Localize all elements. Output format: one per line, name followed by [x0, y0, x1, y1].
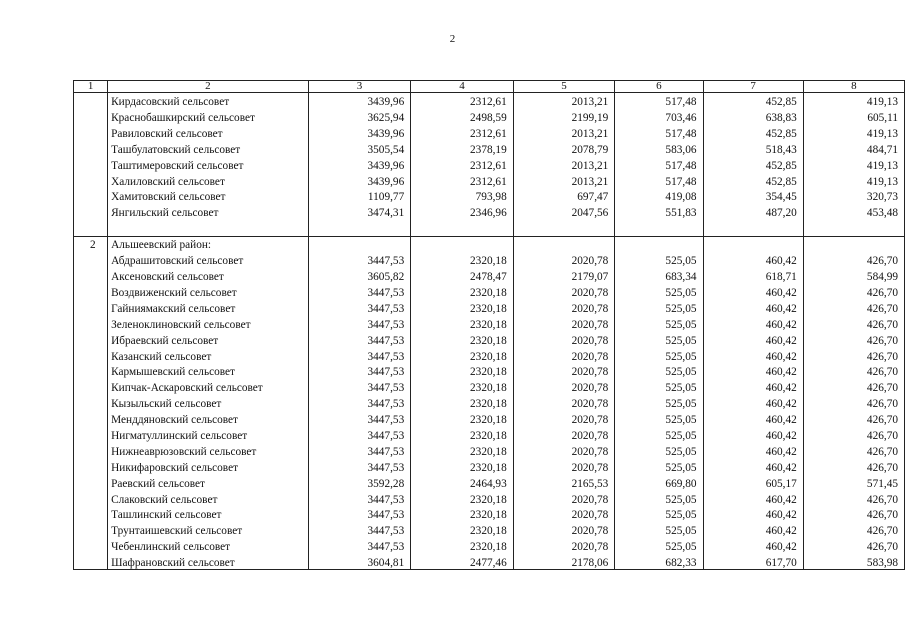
column-header: 6	[615, 81, 703, 93]
value-cell: 2320,18	[411, 299, 514, 315]
value-cell: 2312,61	[411, 93, 514, 109]
value-cell: 605,11	[803, 108, 904, 124]
empty-cell	[615, 220, 703, 237]
row-number-cell	[74, 93, 108, 109]
value-cell: 460,42	[703, 299, 803, 315]
value-cell: 460,42	[703, 395, 803, 411]
value-cell: 460,42	[703, 426, 803, 442]
value-cell: 2020,78	[513, 426, 615, 442]
value-cell: 426,70	[803, 363, 904, 379]
value-cell: 525,05	[615, 379, 703, 395]
value-cell: 460,42	[703, 315, 803, 331]
value-cell: 2464,93	[411, 474, 514, 490]
table-row	[74, 124, 905, 140]
value-cell: 419,08	[615, 188, 703, 204]
value-cell: 2020,78	[513, 252, 615, 268]
value-cell: 2020,78	[513, 363, 615, 379]
table-row	[74, 490, 905, 506]
row-number-cell	[74, 140, 108, 156]
row-number-cell	[74, 299, 108, 315]
table-row	[74, 315, 905, 331]
value-cell: 452,85	[703, 93, 803, 109]
value-cell: 426,70	[803, 522, 904, 538]
value-cell: 460,42	[703, 522, 803, 538]
table-row	[74, 252, 905, 268]
value-cell: 517,48	[615, 172, 703, 188]
row-number-cell	[74, 315, 108, 331]
value-cell: 605,17	[703, 474, 803, 490]
row-number-cell	[74, 554, 108, 570]
empty-cell	[74, 220, 108, 237]
empty-cell	[803, 237, 904, 252]
row-number-cell	[74, 522, 108, 538]
settlement-name: Раевский сельсовет	[108, 474, 309, 490]
value-cell: 419,13	[803, 124, 904, 140]
table-body	[74, 81, 905, 570]
value-cell: 2320,18	[411, 506, 514, 522]
value-cell: 2179,07	[513, 268, 615, 284]
value-cell: 2320,18	[411, 522, 514, 538]
value-cell: 617,70	[703, 554, 803, 570]
table-row	[74, 506, 905, 522]
value-cell: 3447,53	[308, 458, 411, 474]
table-row	[74, 538, 905, 554]
value-cell: 703,46	[615, 108, 703, 124]
value-cell: 683,34	[615, 268, 703, 284]
district-title: Альшеевский район:	[108, 237, 309, 252]
empty-cell	[803, 220, 904, 237]
settlement-name: Нигматуллинский сельсовет	[108, 426, 309, 442]
value-cell: 525,05	[615, 442, 703, 458]
value-cell: 3439,96	[308, 124, 411, 140]
table-row	[74, 331, 905, 347]
value-cell: 2498,59	[411, 108, 514, 124]
value-cell: 3604,81	[308, 554, 411, 570]
value-cell: 583,98	[803, 554, 904, 570]
value-cell: 354,45	[703, 188, 803, 204]
value-cell: 2312,61	[411, 156, 514, 172]
value-cell: 3447,53	[308, 283, 411, 299]
value-cell: 460,42	[703, 252, 803, 268]
value-cell: 2020,78	[513, 283, 615, 299]
value-cell: 2020,78	[513, 538, 615, 554]
value-cell: 2013,21	[513, 156, 615, 172]
value-cell: 2477,46	[411, 554, 514, 570]
value-cell: 452,85	[703, 124, 803, 140]
value-cell: 3447,53	[308, 347, 411, 363]
row-number-cell	[74, 188, 108, 204]
row-number-cell	[74, 172, 108, 188]
district-title-row	[74, 237, 905, 252]
settlement-name: Ташбулатовский сельсовет	[108, 140, 309, 156]
value-cell: 2013,21	[513, 93, 615, 109]
value-cell: 426,70	[803, 299, 904, 315]
table-row	[74, 554, 905, 570]
value-cell: 793,98	[411, 188, 514, 204]
row-number-cell	[74, 108, 108, 124]
value-cell: 460,42	[703, 363, 803, 379]
value-cell: 682,33	[615, 554, 703, 570]
row-number-cell	[74, 411, 108, 427]
settlement-name: Янгильский сельсовет	[108, 204, 309, 220]
table-row	[74, 347, 905, 363]
value-cell: 2020,78	[513, 506, 615, 522]
value-cell: 3439,96	[308, 93, 411, 109]
value-cell: 518,43	[703, 140, 803, 156]
value-cell: 3447,53	[308, 538, 411, 554]
settlement-name: Кармышевский сельсовет	[108, 363, 309, 379]
value-cell: 3447,53	[308, 426, 411, 442]
value-cell: 2478,47	[411, 268, 514, 284]
value-cell: 320,73	[803, 188, 904, 204]
table-row	[74, 299, 905, 315]
value-cell: 2020,78	[513, 315, 615, 331]
value-cell: 426,70	[803, 379, 904, 395]
value-cell: 2320,18	[411, 442, 514, 458]
table-row	[74, 522, 905, 538]
value-cell: 2320,18	[411, 283, 514, 299]
settlement-name: Ташлинский сельсовет	[108, 506, 309, 522]
value-cell: 3439,96	[308, 172, 411, 188]
value-cell: 551,83	[615, 204, 703, 220]
page-number: 2	[449, 33, 456, 45]
value-cell: 517,48	[615, 93, 703, 109]
value-cell: 3447,53	[308, 506, 411, 522]
value-cell: 453,48	[803, 204, 904, 220]
row-number-cell	[74, 458, 108, 474]
value-cell: 426,70	[803, 347, 904, 363]
row-number-cell	[74, 379, 108, 395]
settlement-name: Шафрановский сельсовет	[108, 554, 309, 570]
value-cell: 638,83	[703, 108, 803, 124]
data-table	[73, 80, 905, 570]
value-cell: 460,42	[703, 442, 803, 458]
value-cell: 2020,78	[513, 395, 615, 411]
value-cell: 618,71	[703, 268, 803, 284]
value-cell: 3447,53	[308, 363, 411, 379]
value-cell: 2378,19	[411, 140, 514, 156]
value-cell: 2312,61	[411, 124, 514, 140]
table-row	[74, 108, 905, 124]
value-cell: 2320,18	[411, 315, 514, 331]
empty-cell	[615, 237, 703, 252]
value-cell: 525,05	[615, 395, 703, 411]
column-header: 2	[108, 81, 309, 93]
value-cell: 2320,18	[411, 347, 514, 363]
value-cell: 525,05	[615, 538, 703, 554]
value-cell: 2320,18	[411, 363, 514, 379]
empty-cell	[703, 220, 803, 237]
settlement-name: Хамитовский сельсовет	[108, 188, 309, 204]
value-cell: 3625,94	[308, 108, 411, 124]
value-cell: 426,70	[803, 395, 904, 411]
value-cell: 426,70	[803, 252, 904, 268]
table-row	[74, 172, 905, 188]
value-cell: 460,42	[703, 490, 803, 506]
table-row	[74, 395, 905, 411]
empty-cell	[308, 237, 411, 252]
value-cell: 584,99	[803, 268, 904, 284]
value-cell: 2320,18	[411, 379, 514, 395]
district-number: 2	[74, 237, 108, 252]
table-row	[74, 156, 905, 172]
value-cell: 525,05	[615, 283, 703, 299]
table-row	[74, 268, 905, 284]
value-cell: 484,71	[803, 140, 904, 156]
value-cell: 525,05	[615, 458, 703, 474]
settlement-name: Зеленоклиновский сельсовет	[108, 315, 309, 331]
value-cell: 3447,53	[308, 331, 411, 347]
value-cell: 525,05	[615, 331, 703, 347]
value-cell: 525,05	[615, 411, 703, 427]
value-cell: 419,13	[803, 156, 904, 172]
settlement-name: Казанский сельсовет	[108, 347, 309, 363]
row-number-cell	[74, 283, 108, 299]
table-row	[74, 188, 905, 204]
column-header: 3	[308, 81, 411, 93]
column-header: 7	[703, 81, 803, 93]
row-number-cell	[74, 331, 108, 347]
settlement-name: Абдрашитовский сельсовет	[108, 252, 309, 268]
table-row	[74, 363, 905, 379]
empty-cell	[411, 220, 514, 237]
settlement-name: Никифаровский сельсовет	[108, 458, 309, 474]
empty-cell	[308, 220, 411, 237]
settlement-name: Халиловский сельсовет	[108, 172, 309, 188]
value-cell: 697,47	[513, 188, 615, 204]
row-number-cell	[74, 506, 108, 522]
empty-cell	[703, 237, 803, 252]
value-cell: 517,48	[615, 124, 703, 140]
value-cell: 2020,78	[513, 458, 615, 474]
value-cell: 2320,18	[411, 426, 514, 442]
value-cell: 3447,53	[308, 252, 411, 268]
value-cell: 2020,78	[513, 347, 615, 363]
value-cell: 460,42	[703, 458, 803, 474]
value-cell: 2165,53	[513, 474, 615, 490]
value-cell: 460,42	[703, 538, 803, 554]
value-cell: 426,70	[803, 283, 904, 299]
value-cell: 2020,78	[513, 490, 615, 506]
value-cell: 1109,77	[308, 188, 411, 204]
value-cell: 3447,53	[308, 522, 411, 538]
value-cell: 2020,78	[513, 442, 615, 458]
settlement-name: Кирдасовский сельсовет	[108, 93, 309, 109]
settlement-name: Кызыльский сельсовет	[108, 395, 309, 411]
value-cell: 426,70	[803, 315, 904, 331]
row-number-cell	[74, 252, 108, 268]
table-row	[74, 474, 905, 490]
value-cell: 2013,21	[513, 124, 615, 140]
value-cell: 3439,96	[308, 156, 411, 172]
value-cell: 669,80	[615, 474, 703, 490]
empty-cell	[513, 220, 615, 237]
value-cell: 2320,18	[411, 331, 514, 347]
settlement-name: Краснобашкирский сельсовет	[108, 108, 309, 124]
value-cell: 2320,18	[411, 458, 514, 474]
column-header: 8	[803, 81, 904, 93]
value-cell: 426,70	[803, 411, 904, 427]
empty-cell	[513, 237, 615, 252]
value-cell: 487,20	[703, 204, 803, 220]
value-cell: 583,06	[615, 140, 703, 156]
value-cell: 2020,78	[513, 411, 615, 427]
value-cell: 452,85	[703, 156, 803, 172]
value-cell: 460,42	[703, 506, 803, 522]
value-cell: 460,42	[703, 331, 803, 347]
settlement-name: Менддяновский сельсовет	[108, 411, 309, 427]
value-cell: 525,05	[615, 426, 703, 442]
table-row	[74, 283, 905, 299]
value-cell: 426,70	[803, 538, 904, 554]
value-cell: 2047,56	[513, 204, 615, 220]
value-cell: 419,13	[803, 93, 904, 109]
table-row	[74, 93, 905, 109]
value-cell: 460,42	[703, 347, 803, 363]
value-cell: 3605,82	[308, 268, 411, 284]
spacer-row	[74, 220, 905, 237]
value-cell: 426,70	[803, 426, 904, 442]
row-number-cell	[74, 442, 108, 458]
value-cell: 3474,31	[308, 204, 411, 220]
value-cell: 2320,18	[411, 395, 514, 411]
value-cell: 460,42	[703, 411, 803, 427]
settlement-name: Воздвиженский сельсовет	[108, 283, 309, 299]
value-cell: 3447,53	[308, 379, 411, 395]
table-row	[74, 442, 905, 458]
value-cell: 2078,79	[513, 140, 615, 156]
settlement-name: Равиловский сельсовет	[108, 124, 309, 140]
column-header: 5	[513, 81, 615, 93]
value-cell: 460,42	[703, 379, 803, 395]
settlement-name: Нижнеаврюзовский сельсовет	[108, 442, 309, 458]
settlement-name: Чебенлинский сельсовет	[108, 538, 309, 554]
value-cell: 2320,18	[411, 538, 514, 554]
value-cell: 2199,19	[513, 108, 615, 124]
value-cell: 2320,18	[411, 411, 514, 427]
value-cell: 3447,53	[308, 490, 411, 506]
value-cell: 525,05	[615, 363, 703, 379]
value-cell: 3447,53	[308, 442, 411, 458]
value-cell: 460,42	[703, 283, 803, 299]
table-row	[74, 204, 905, 220]
row-number-cell	[74, 268, 108, 284]
row-number-cell	[74, 426, 108, 442]
value-cell: 3447,53	[308, 411, 411, 427]
value-cell: 525,05	[615, 347, 703, 363]
value-cell: 525,05	[615, 506, 703, 522]
settlement-name: Трунтаишевский сельсовет	[108, 522, 309, 538]
value-cell: 525,05	[615, 522, 703, 538]
value-cell: 571,45	[803, 474, 904, 490]
value-cell: 3592,28	[308, 474, 411, 490]
table-row	[74, 140, 905, 156]
value-cell: 2020,78	[513, 522, 615, 538]
row-number-cell	[74, 538, 108, 554]
value-cell: 426,70	[803, 442, 904, 458]
row-number-cell	[74, 474, 108, 490]
column-header: 4	[411, 81, 514, 93]
value-cell: 3505,54	[308, 140, 411, 156]
empty-cell	[411, 237, 514, 252]
value-cell: 2020,78	[513, 379, 615, 395]
value-cell: 3447,53	[308, 395, 411, 411]
value-cell: 2320,18	[411, 490, 514, 506]
settlement-name: Аксеновский сельсовет	[108, 268, 309, 284]
settlement-name: Слаковский сельсовет	[108, 490, 309, 506]
value-cell: 2312,61	[411, 172, 514, 188]
settlement-name: Таштимеровский сельсовет	[108, 156, 309, 172]
value-cell: 426,70	[803, 506, 904, 522]
row-number-cell	[74, 124, 108, 140]
column-header: 1	[74, 81, 108, 93]
value-cell: 452,85	[703, 172, 803, 188]
settlement-name: Кипчак-Аскаровский сельсовет	[108, 379, 309, 395]
value-cell: 2178,06	[513, 554, 615, 570]
settlement-name: Гайниямакский сельсовет	[108, 299, 309, 315]
row-number-cell	[74, 363, 108, 379]
value-cell: 525,05	[615, 490, 703, 506]
row-number-cell	[74, 347, 108, 363]
table-row	[74, 458, 905, 474]
table-row	[74, 379, 905, 395]
value-cell: 525,05	[615, 315, 703, 331]
value-cell: 2346,96	[411, 204, 514, 220]
row-number-cell	[74, 204, 108, 220]
table-row	[74, 411, 905, 427]
value-cell: 3447,53	[308, 299, 411, 315]
value-cell: 2020,78	[513, 331, 615, 347]
value-cell: 525,05	[615, 299, 703, 315]
value-cell: 426,70	[803, 458, 904, 474]
value-cell: 517,48	[615, 156, 703, 172]
value-cell: 426,70	[803, 331, 904, 347]
value-cell: 2013,21	[513, 172, 615, 188]
table-row	[74, 426, 905, 442]
row-number-cell	[74, 490, 108, 506]
value-cell: 2020,78	[513, 299, 615, 315]
settlement-name: Ибраевский сельсовет	[108, 331, 309, 347]
value-cell: 426,70	[803, 490, 904, 506]
value-cell: 419,13	[803, 172, 904, 188]
row-number-cell	[74, 395, 108, 411]
value-cell: 2320,18	[411, 252, 514, 268]
empty-cell	[108, 220, 309, 237]
value-cell: 3447,53	[308, 315, 411, 331]
value-cell: 525,05	[615, 252, 703, 268]
row-number-cell	[74, 156, 108, 172]
header-row	[74, 81, 905, 93]
